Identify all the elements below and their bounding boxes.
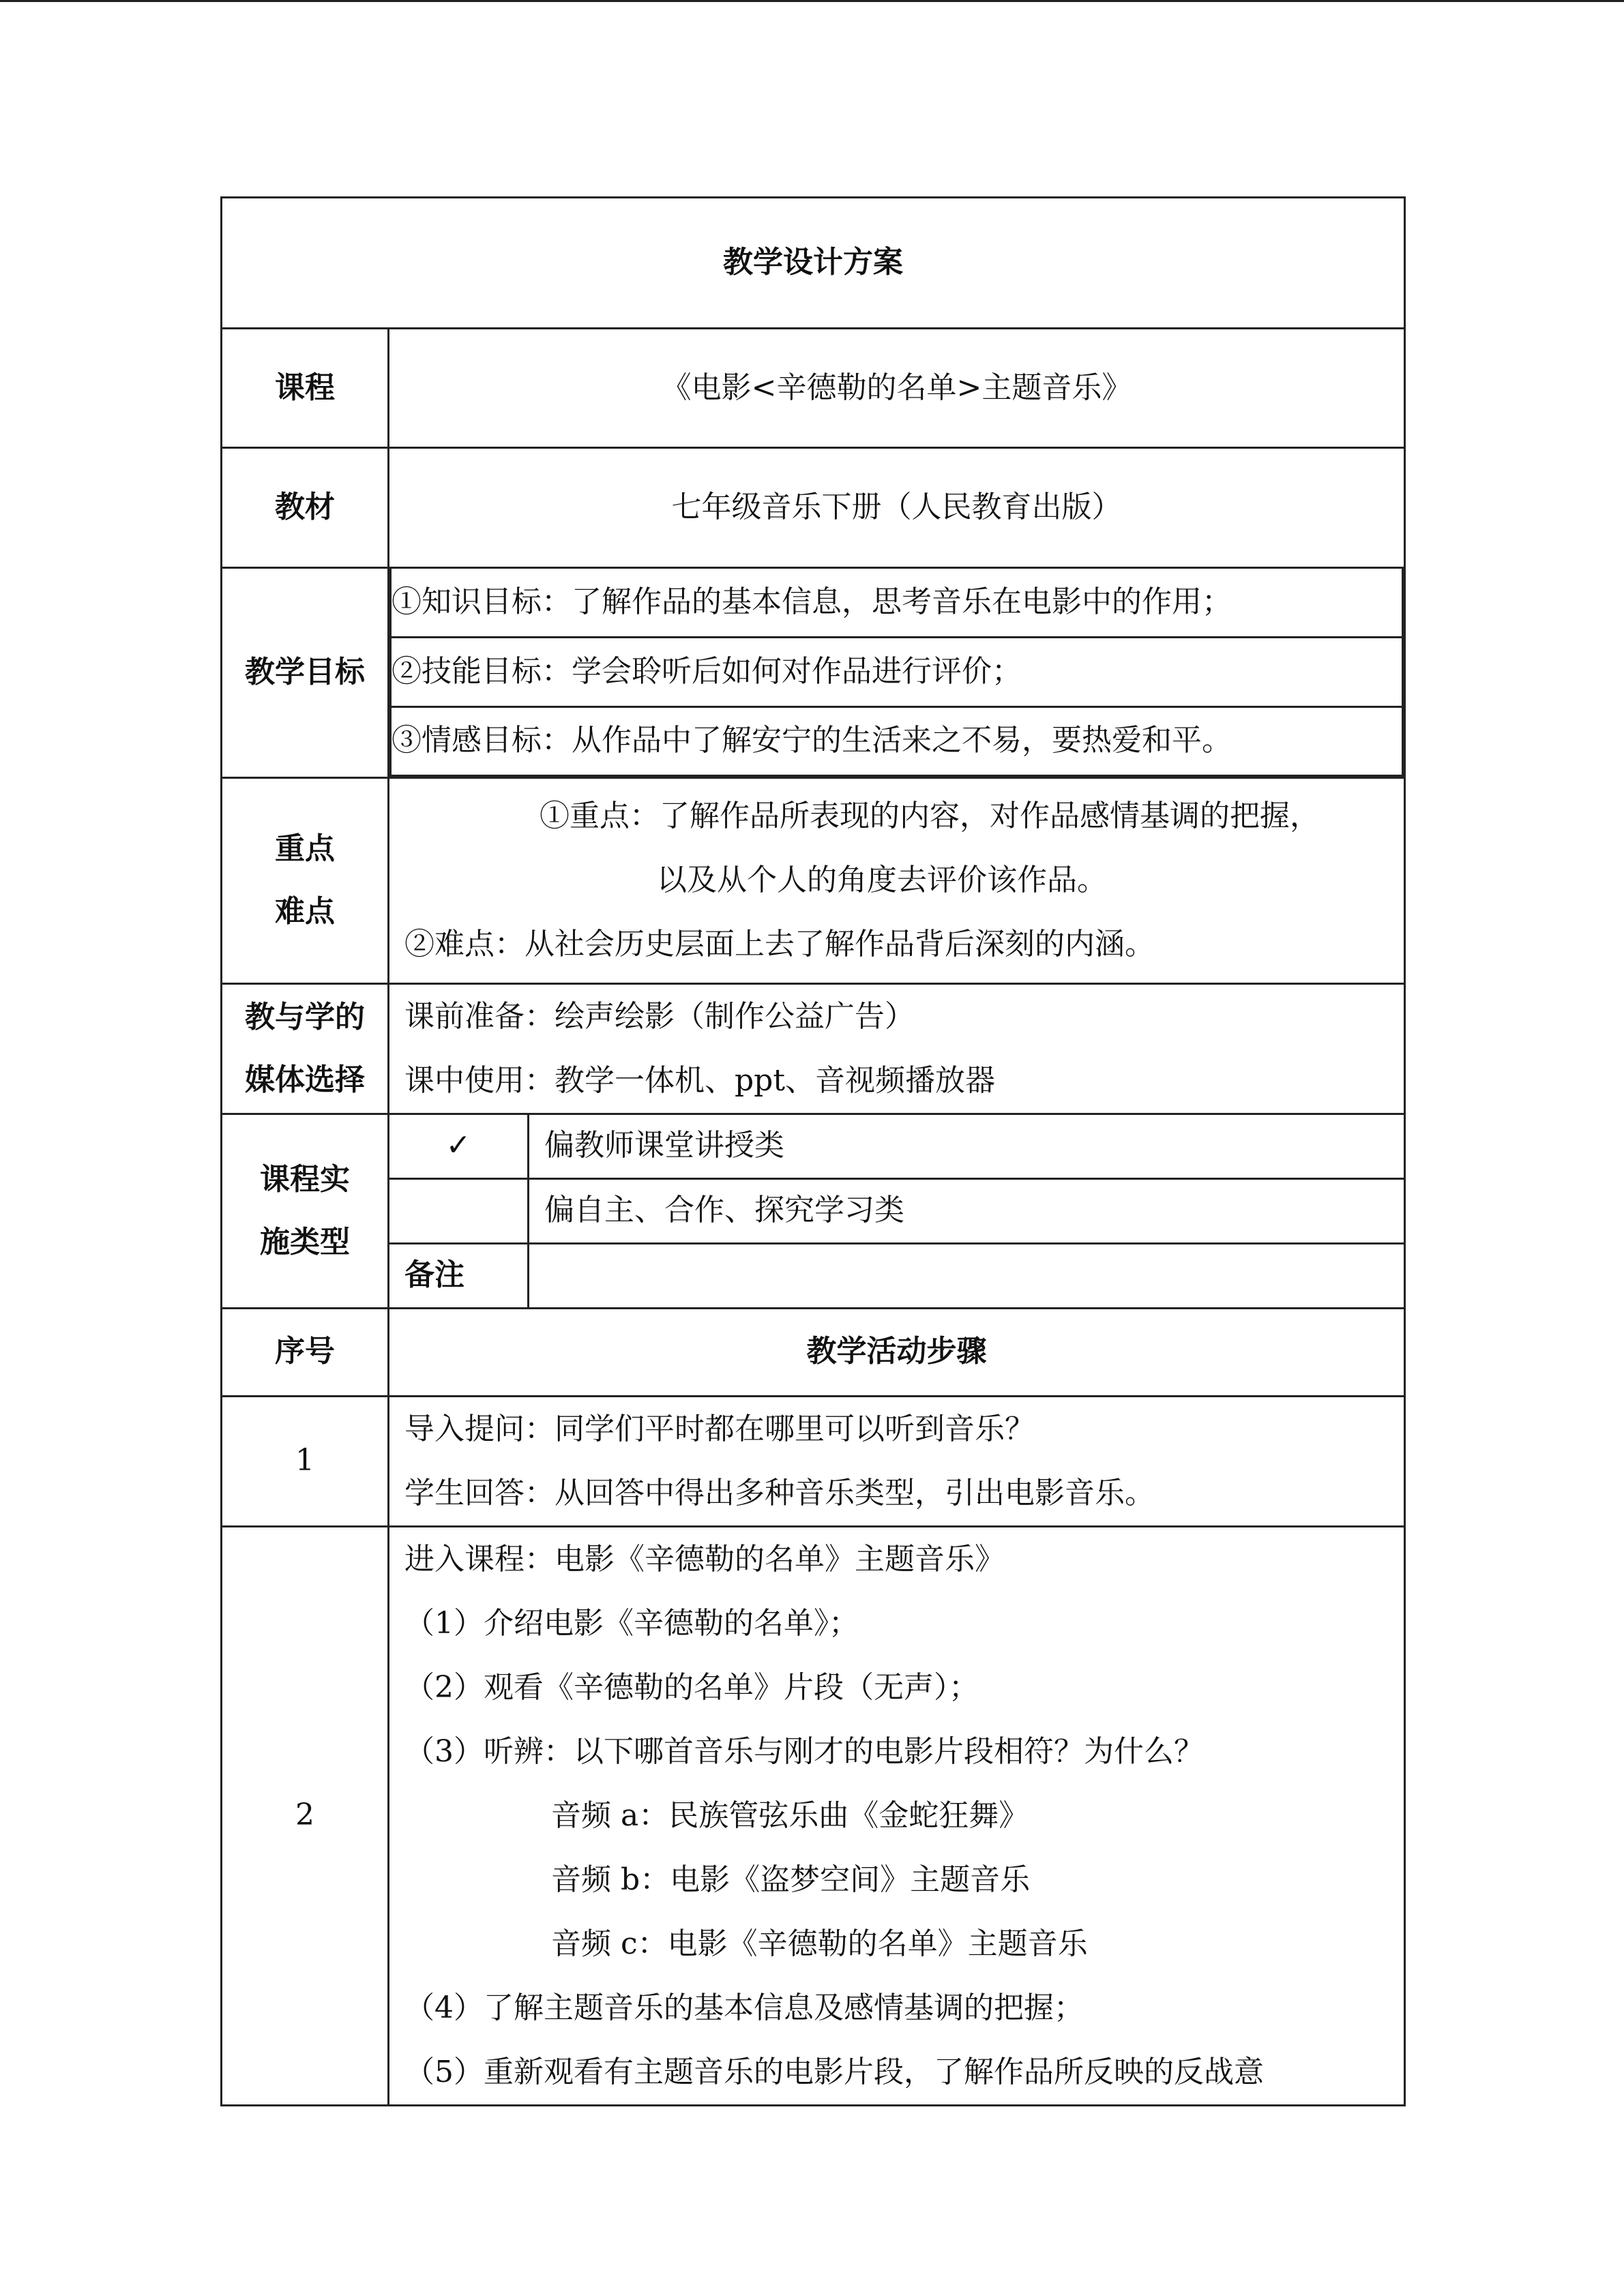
step-line: （2）观看《辛德勒的名单》片段（无声）； (404, 1669, 979, 1705)
page-top-border (0, 0, 1624, 2)
course-type-row-2 (222, 1178, 1405, 1243)
step-line: 学生回答：从回答中得出多种音乐类型，引出电影音乐。 (404, 1475, 1155, 1510)
check-mark-icon: ✓ (389, 1114, 529, 1178)
objective-emotion: ③情感目标：从作品中了解安宁的生活来之不易，要热爱和平。 (391, 706, 1403, 775)
step-line: 进入课程：电影《辛德勒的名单》主题音乐》 (404, 1541, 1005, 1577)
media-cell (389, 983, 1405, 1114)
step-line-audio-c: 音频 c：电影《辛德勒的名单》主题音乐 (551, 1926, 1088, 1961)
key-points-label-line1: 重点 (275, 831, 335, 866)
objectives-list (389, 569, 1404, 777)
course-type-label-line1: 课程实 (260, 1161, 350, 1197)
lesson-plan-table (220, 196, 1406, 2106)
course-type-row-3 (222, 1243, 1405, 1308)
step-seq: 2 (222, 1526, 389, 2105)
key-point: ①重点：了解作品所表现的内容，对作品感情基调的把握， (540, 799, 1320, 833)
textbook-label: 教材 (222, 448, 389, 568)
title-row (222, 198, 1405, 329)
course-type-row-1 (222, 1114, 1405, 1178)
key-points-cell (389, 777, 1405, 983)
steps-header-row (222, 1308, 1405, 1396)
step-content (389, 1396, 1405, 1526)
media-in-class: 课中使用：教学一体机、ppt、音视频播放器 (404, 1062, 996, 1098)
step-lines (389, 1397, 1404, 1525)
course-type-option-lecture: 偏教师课堂讲授类 (529, 1114, 1405, 1178)
seq-header: 序号 (222, 1308, 389, 1396)
key-points-row (222, 777, 1405, 983)
media-label-line2: 媒体选择 (245, 1062, 365, 1097)
objectives-label: 教学目标 (222, 568, 389, 778)
course-label: 课程 (222, 329, 389, 448)
step-row-1 (222, 1396, 1405, 1526)
course-type-label-line2: 施类型 (260, 1224, 350, 1259)
course-row (222, 329, 1405, 448)
textbook-row (222, 448, 1405, 568)
key-point-continued: 以及从个人的角度去评价该作品。 (657, 863, 1107, 897)
course-type-checkbox-empty (389, 1178, 529, 1243)
media-label (222, 983, 389, 1114)
course-value: 《电影<辛德勒的名单>主题音乐》 (389, 329, 1405, 448)
key-points-label-line2: 难点 (275, 894, 335, 929)
course-type-label (222, 1114, 389, 1308)
objective-skill: ②技能目标：学会聆听后如何对作品进行评价； (391, 637, 1403, 706)
media-label-line1: 教与学的 (245, 999, 365, 1034)
note-label: 备注 (389, 1243, 529, 1308)
media-row (222, 983, 1405, 1114)
step-line: （4）了解主题音乐的基本信息及感情基调的把握； (404, 1990, 1084, 2025)
step-content (389, 1526, 1405, 2105)
step-line: （5）重新观看有主题音乐的电影片段，了解作品所反映的反战意 (404, 2054, 1264, 2089)
step-line: 导入提问：同学们平时都在哪里可以听到音乐？ (404, 1411, 1035, 1446)
step-line: （1）介绍电影《辛德勒的名单》； (404, 1605, 859, 1641)
textbook-value: 七年级音乐下册（人民教育出版） (389, 448, 1405, 568)
media-before-class: 课前准备：绘声绘影（制作公益广告） (404, 998, 915, 1034)
step-line-audio-b: 音频 b：电影《盗梦空间》主题音乐 (551, 1862, 1031, 1897)
step-row-2 (222, 1526, 1405, 2105)
objective-knowledge: ①知识目标：了解作品的基本信息，思考音乐在电影中的作用； (391, 569, 1403, 637)
difficult-point: ②难点：从社会历史层面上去了解作品背后深刻的内涵。 (404, 927, 1155, 961)
step-seq: 1 (222, 1396, 389, 1526)
key-points-label (222, 777, 389, 983)
objectives-row (222, 568, 1405, 778)
step-line-audio-a: 音频 a：民族管弦乐曲《金蛇狂舞》 (551, 1798, 1029, 1833)
activity-header: 教学活动步骤 (389, 1308, 1405, 1396)
step-line: （3）听辨：以下哪首音乐与刚才的电影片段相符？为什么？ (404, 1733, 1204, 1769)
course-type-option-inquiry: 偏自主、合作、探究学习类 (529, 1178, 1405, 1243)
objectives-cell (389, 568, 1405, 778)
note-value (529, 1243, 1405, 1308)
page-title: 教学设计方案 (222, 198, 1405, 329)
key-points-lines (389, 784, 1404, 976)
step-lines (389, 1527, 1404, 2104)
media-lines (389, 985, 1404, 1113)
